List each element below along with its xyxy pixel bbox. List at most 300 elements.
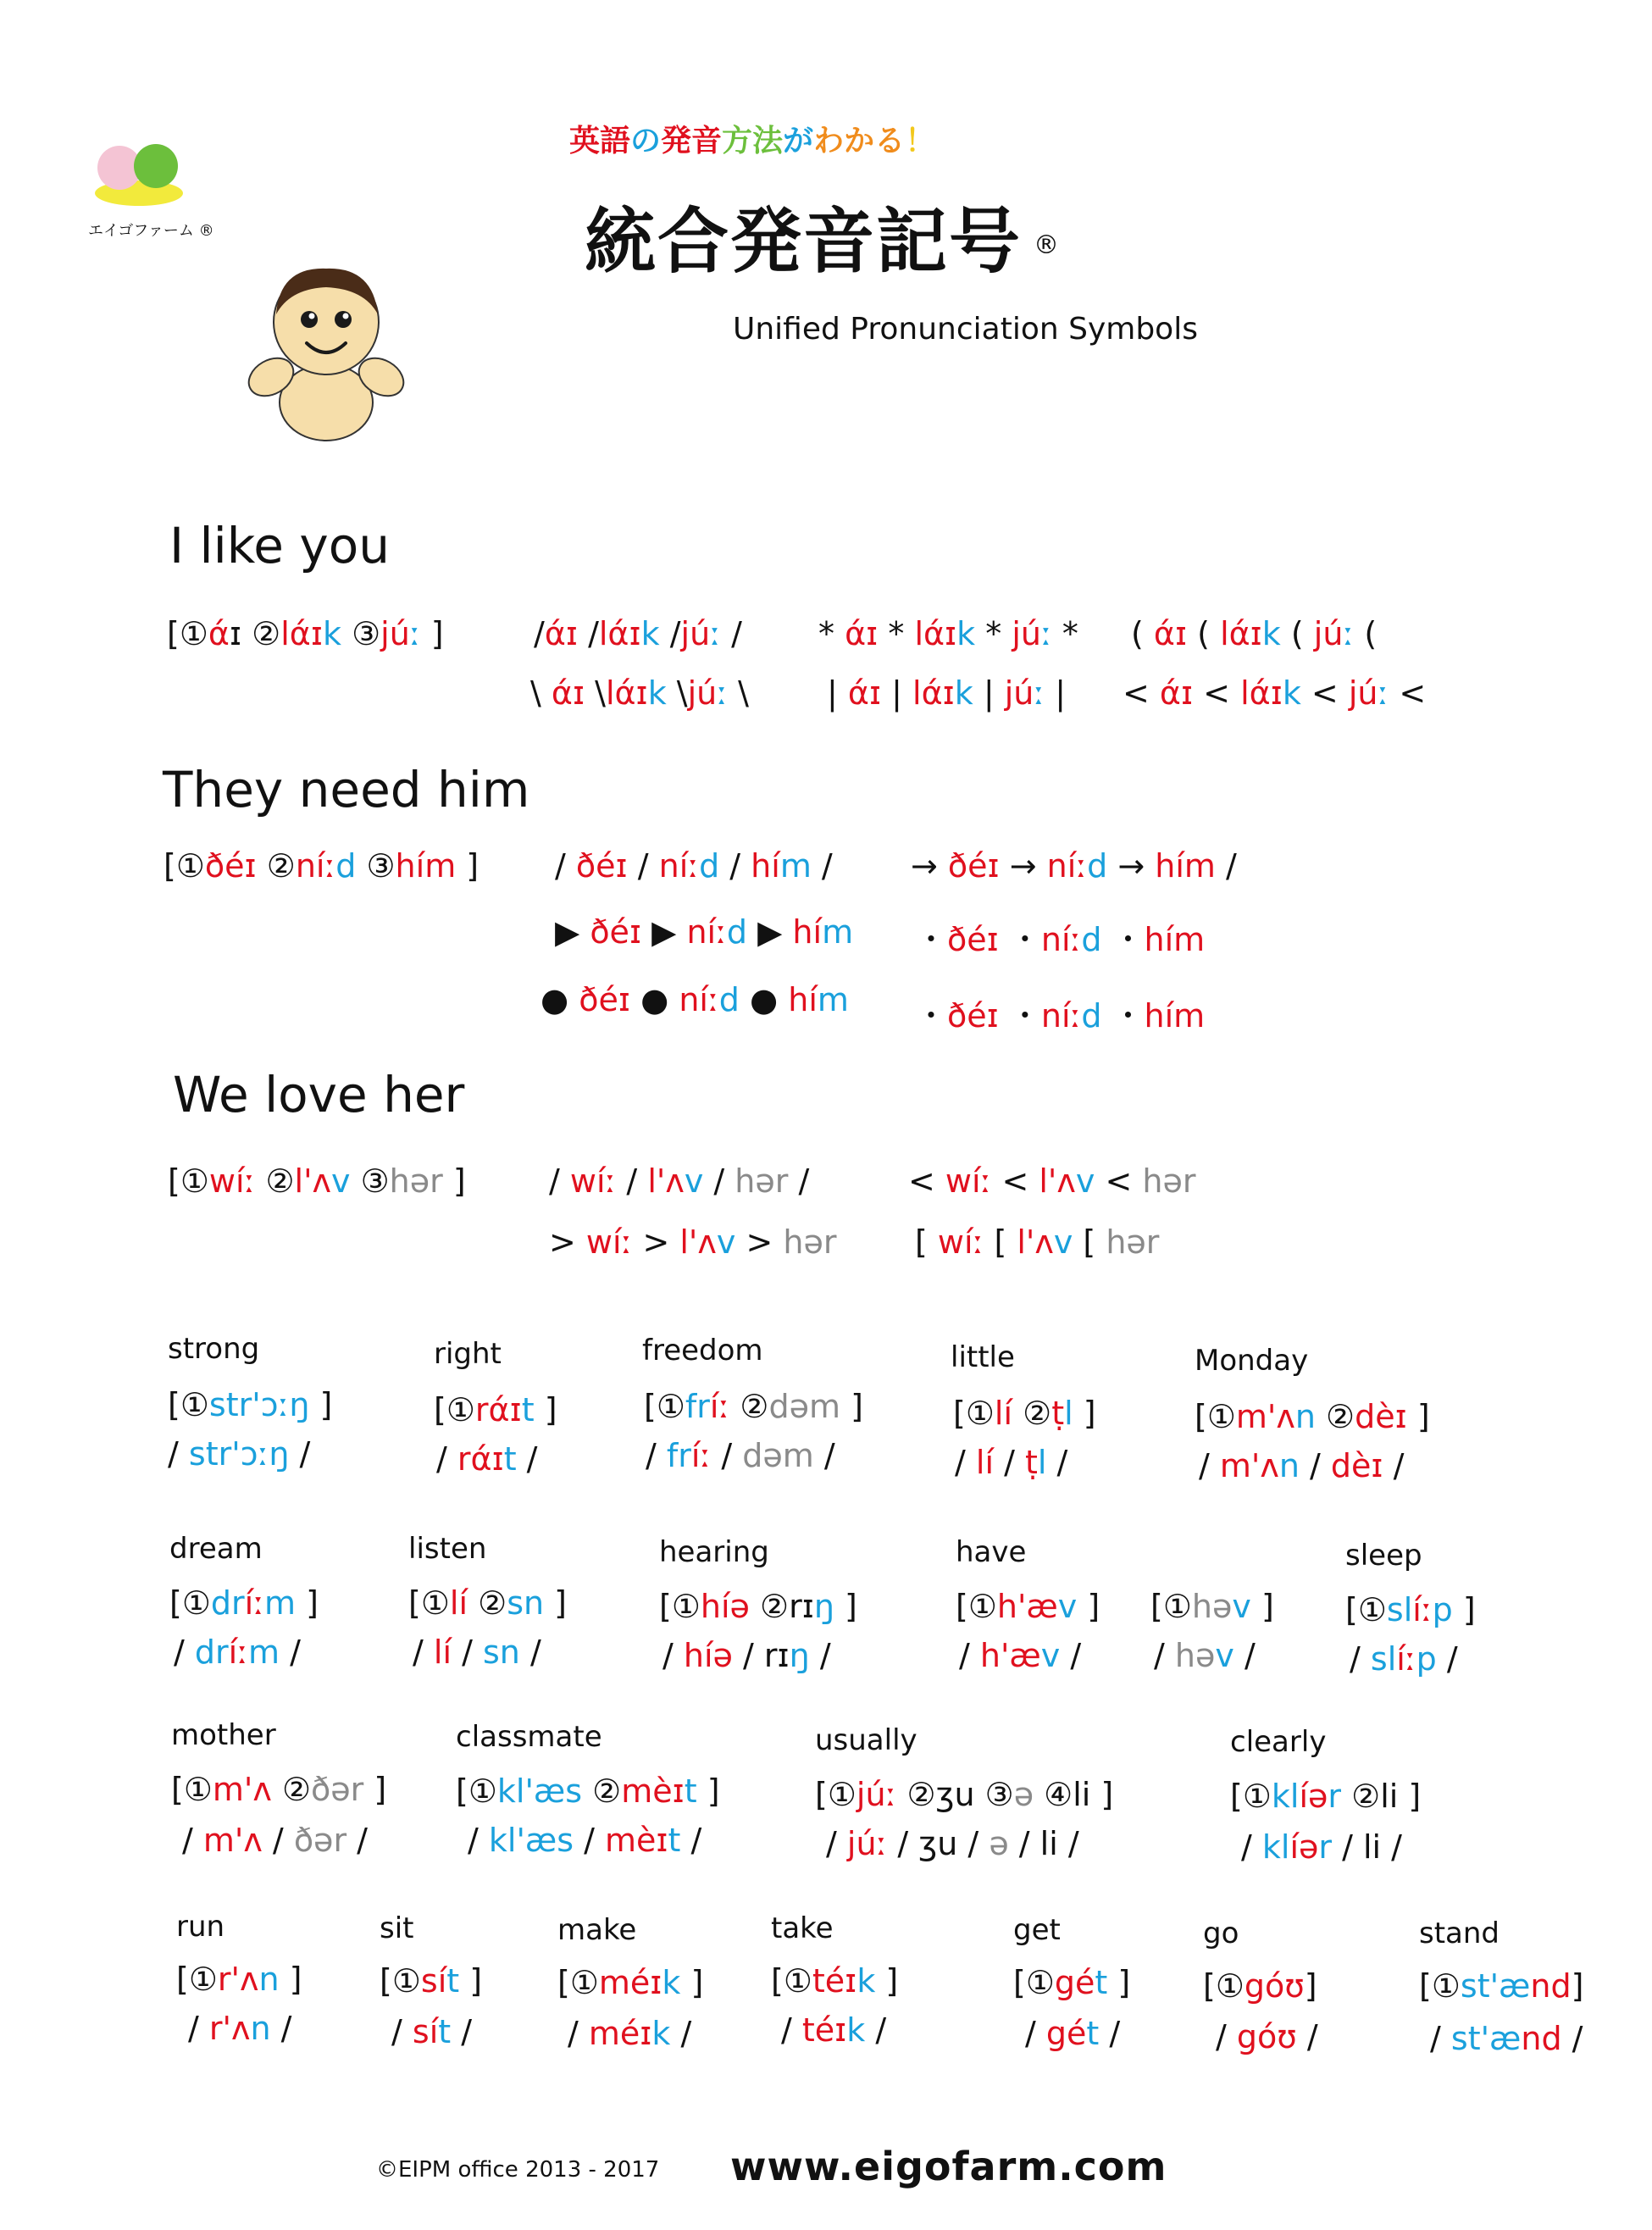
word-label: clearly <box>1230 1725 1327 1759</box>
pron-slash <box>662 1637 831 1674</box>
phonetic-segment: / <box>568 2015 589 2052</box>
phonetic-segment: / <box>574 1822 605 1859</box>
phonetic-segment: íə <box>1299 1778 1328 1815</box>
phonetic-segment: méɪ <box>588 2015 652 2052</box>
phonetic-segment: ŋ <box>789 1637 810 1674</box>
phonetic-segment: [① <box>1150 1588 1192 1625</box>
phonetic-segment: ・ <box>1101 921 1145 958</box>
phonetic-segment: mèɪ <box>604 1822 668 1859</box>
phonetic-segment: kl'æs <box>496 1772 583 1810</box>
phonetic-segment: l <box>1037 1444 1047 1481</box>
phonetic-segment: [① <box>167 615 208 652</box>
word-label: little <box>951 1340 1015 1374</box>
phonetic-segment: ðéɪ <box>947 921 999 958</box>
phonetic-segment: ② <box>1315 1398 1355 1435</box>
phonetic-segment: t <box>1086 2015 1100 2052</box>
phonetic-segment: d <box>1081 921 1102 958</box>
phonetic-segment: * <box>975 615 1012 652</box>
phonetic-segment: k <box>651 2015 671 2052</box>
phonetic-segment: k <box>1261 615 1281 652</box>
tagline-segment: わかる <box>813 124 906 158</box>
phonetic-segment: ] <box>1073 1395 1096 1432</box>
phonetic-segment: / <box>262 1822 294 1859</box>
phonetic-segment: / <box>1296 2018 1318 2055</box>
notation-line <box>555 913 853 951</box>
phonetic-segment: ③ <box>341 615 381 652</box>
phonetic-segment: ( <box>1280 615 1314 652</box>
phonetic-segment: / <box>280 1634 301 1671</box>
phonetic-segment: / <box>646 1437 667 1474</box>
phonetic-segment: fr <box>685 1388 710 1425</box>
phonetic-segment: [ <box>984 1223 1017 1261</box>
phonetic-segment: p <box>1416 1640 1437 1678</box>
phonetic-segment: níː <box>1040 997 1082 1035</box>
phonetic-segment: ・ <box>998 997 1041 1035</box>
pron-bracket <box>815 1776 1113 1813</box>
pron-slash <box>955 1444 1067 1481</box>
phonetic-segment: \ <box>585 674 606 712</box>
phonetic-segment: hər <box>735 1162 789 1200</box>
phonetic-segment: kl'æs <box>488 1822 574 1859</box>
phonetic-segment: k <box>662 1964 681 2001</box>
notation-line <box>908 1162 1195 1200</box>
pron-slash <box>188 2010 291 2047</box>
pron-bracket <box>1013 1964 1130 2001</box>
phonetic-segment: lάɪ <box>280 615 323 652</box>
phonetic-segment: [① <box>1195 1398 1236 1435</box>
phonetic-segment: dèɪ <box>1355 1398 1407 1435</box>
phonetic-segment: / <box>1561 2020 1583 2057</box>
phonetic-segment: hər <box>1106 1223 1160 1261</box>
phonetic-segment: ː <box>409 615 421 652</box>
phonetic-segment: ● <box>630 981 679 1018</box>
phonetic-segment: ] <box>279 1961 302 1998</box>
phonetic-segment: > <box>632 1223 680 1261</box>
phonetic-segment: ・ <box>915 997 948 1035</box>
pron-slash <box>1025 2015 1120 2052</box>
website-url[interactable]: www.eigofarm.com <box>730 2144 1167 2189</box>
phonetic-segment: [① <box>771 1962 812 2000</box>
phonetic-segment: hər <box>389 1162 443 1200</box>
phonetic-segment: níː <box>1046 847 1088 885</box>
phonetic-segment: dr <box>194 1634 229 1671</box>
phonetic-segment: méɪ <box>598 1964 662 2001</box>
phonetic-segment: ] <box>442 1162 466 1200</box>
phonetic-segment: k <box>640 615 660 652</box>
phonetic-segment: k <box>1282 674 1301 712</box>
phonetic-segment: / <box>1430 2020 1451 2057</box>
phonetic-segment: / <box>1216 2018 1237 2055</box>
phonetic-segment: wíː <box>585 1223 633 1261</box>
phonetic-segment: ② <box>256 847 296 885</box>
phonetic-segment: / <box>1099 2015 1121 2052</box>
phonetic-segment: dəm <box>742 1437 814 1474</box>
phonetic-segment: v <box>716 1223 736 1261</box>
phonetic-segment: [① <box>380 1962 421 2000</box>
phonetic-segment: ● <box>541 981 579 1018</box>
phonetic-segment: lάɪ <box>1240 674 1283 712</box>
phonetic-segment: / rɪ <box>732 1637 790 1674</box>
phonetic-segment: níː <box>658 847 700 885</box>
phonetic-segment: | <box>973 674 1005 712</box>
phonetic-segment: ● <box>739 981 789 1018</box>
phonetic-segment: v <box>1215 1637 1234 1674</box>
phonetic-segment: [① <box>644 1388 685 1425</box>
phonetic-segment: hə <box>1191 1588 1233 1625</box>
phonetic-segment: [① <box>659 1588 701 1625</box>
phonetic-segment: [① <box>1419 1967 1461 2005</box>
phonetic-segment: \ <box>530 674 552 712</box>
phonetic-segment: ( <box>1131 615 1154 652</box>
page-subtitle: Unified Pronunciation Symbols <box>733 312 1198 347</box>
phonetic-segment: / <box>188 2010 209 2047</box>
phonetic-segment: ] <box>363 1771 387 1808</box>
phonetic-segment: → <box>1107 847 1156 885</box>
tagline-segment: の <box>630 124 662 158</box>
phonetic-segment: ðéɪ <box>590 913 642 951</box>
phonetic-segment: t <box>446 1962 460 2000</box>
phonetic-segment: lάɪ <box>1220 615 1262 652</box>
phonetic-segment: ː <box>1041 615 1052 652</box>
phonetic-segment: l'ʌ <box>647 1162 685 1200</box>
phonetic-segment: [① <box>456 1772 497 1810</box>
pron-slash <box>174 1634 301 1671</box>
pron-bracket <box>1203 1967 1317 2005</box>
phonetic-segment: άɪ <box>544 615 578 652</box>
phonetic-segment: ② <box>255 1162 295 1200</box>
phonetic-segment: / <box>719 847 751 885</box>
pron-slash <box>1199 1447 1404 1484</box>
phonetic-segment: ː <box>1343 615 1355 652</box>
phonetic-segment: / <box>468 1822 489 1859</box>
notation-line <box>915 913 1205 960</box>
phonetic-segment: [① <box>171 1771 213 1808</box>
phonetic-segment: st'æ <box>1450 2020 1522 2057</box>
word-label: Monday <box>1195 1344 1309 1378</box>
phonetic-segment: / <box>549 1162 570 1200</box>
phonetic-segment: h'æ <box>979 1637 1041 1674</box>
phonetic-segment: < <box>1123 674 1160 712</box>
phonetic-segment: m <box>264 1584 297 1622</box>
pron-slash <box>1154 1637 1256 1674</box>
phonetic-segment: níː <box>686 913 727 951</box>
phonetic-segment: júː <box>856 1776 897 1813</box>
phonetic-segment: → <box>911 847 948 885</box>
phonetic-segment: ðéɪ <box>204 847 257 885</box>
notation-line <box>911 847 1237 885</box>
section-heading: I like you <box>169 517 390 574</box>
phonetic-segment: ・ <box>998 921 1041 958</box>
phonetic-segment: / <box>413 1634 434 1671</box>
phonetic-segment: [① <box>168 1386 209 1423</box>
phonetic-segment: ] <box>1571 1967 1584 2005</box>
pron-slash <box>646 1437 835 1474</box>
phonetic-segment: l'ʌ <box>294 1162 332 1200</box>
phonetic-segment: / <box>659 615 681 652</box>
phonetic-segment: [① <box>956 1588 997 1625</box>
pron-slash <box>468 1822 701 1859</box>
phonetic-segment: hím <box>1144 921 1206 958</box>
phonetic-segment: níː <box>1040 921 1082 958</box>
phonetic-segment: wíː <box>937 1223 984 1261</box>
phonetic-segment: d <box>1087 847 1108 885</box>
word-label: mother <box>171 1718 276 1752</box>
phonetic-segment: ðéɪ <box>947 997 999 1035</box>
phonetic-segment: m'ʌ <box>212 1771 272 1808</box>
phonetic-segment: v <box>1057 1588 1078 1625</box>
phonetic-segment: níː <box>679 981 719 1018</box>
phonetic-segment: ː <box>717 674 729 712</box>
phonetic-segment: sn <box>507 1584 545 1622</box>
phonetic-segment: / <box>452 1634 483 1671</box>
phonetic-segment: < <box>1095 1162 1143 1200</box>
phonetic-segment: v <box>684 1162 704 1200</box>
phonetic-segment: / <box>781 2011 802 2049</box>
phonetic-segment: ②li ] <box>1341 1778 1422 1815</box>
phonetic-segment: < <box>1389 674 1427 712</box>
phonetic-segment: ] <box>834 1588 857 1625</box>
pron-slash <box>1216 2018 1318 2055</box>
phonetic-segment: sn <box>482 1634 520 1671</box>
phonetic-segment: jú <box>1012 615 1042 652</box>
phonetic-segment: ④li ] <box>1034 1776 1114 1813</box>
phonetic-segment: jú <box>1348 674 1378 712</box>
phonetic-segment: / <box>289 1435 311 1473</box>
phonetic-segment: jú <box>1313 615 1344 652</box>
phonetic-segment: / <box>577 615 599 652</box>
phonetic-segment: v <box>1040 1637 1061 1674</box>
notation-line <box>915 990 1205 1036</box>
phonetic-segment: sí <box>412 2013 439 2050</box>
word-label: get <box>1013 1913 1061 1947</box>
phonetic-segment: r'ʌ <box>217 1961 259 1998</box>
phonetic-segment: / <box>703 1162 735 1200</box>
notation-line <box>549 1223 836 1261</box>
phonetic-segment: / <box>1154 1637 1175 1674</box>
phonetic-segment: ] <box>459 1962 483 2000</box>
phonetic-segment: / <box>662 1637 684 1674</box>
phonetic-segment: st'æ <box>1460 1967 1531 2005</box>
phonetic-segment: téɪ <box>812 1962 857 2000</box>
phonetic-segment: [① <box>815 1776 856 1813</box>
phonetic-segment: / <box>627 847 659 885</box>
phonetic-segment: nd <box>1521 2020 1562 2057</box>
phonetic-segment: v <box>1053 1223 1073 1261</box>
phonetic-segment: lí <box>994 1395 1013 1432</box>
phonetic-segment: / <box>182 1822 203 1859</box>
phonetic-segment: nd <box>1530 1967 1572 2005</box>
phonetic-segment: v <box>1232 1588 1251 1625</box>
pron-bracket <box>557 1964 703 2001</box>
phonetic-segment: / <box>1436 1640 1458 1678</box>
phonetic-segment: ðéɪ <box>947 847 1000 885</box>
phonetic-segment: góʊ <box>1236 2018 1297 2055</box>
pron-bracket <box>659 1588 857 1625</box>
phonetic-segment: άɪ <box>847 674 882 712</box>
phonetic-segment: l'ʌ <box>679 1223 717 1261</box>
phonetic-segment: [① <box>953 1395 995 1432</box>
phonetic-segment: ɪ ② <box>229 615 281 652</box>
phonetic-segment: mèɪ <box>621 1772 685 1810</box>
phonetic-segment: / <box>826 1825 847 1862</box>
phonetic-segment: íː <box>690 1437 712 1474</box>
word-label: freedom <box>642 1334 763 1367</box>
phonetic-segment: / <box>1046 1444 1068 1481</box>
phonetic-segment: ② <box>271 1771 312 1808</box>
phonetic-segment: l'ʌ <box>1039 1162 1076 1200</box>
pron-slash <box>1430 2020 1583 2057</box>
phonetic-segment: ▶ <box>555 913 590 951</box>
phonetic-segment: < <box>1300 674 1349 712</box>
phonetic-segment: ṭ <box>1051 1395 1065 1432</box>
phonetic-segment: / <box>711 1437 743 1474</box>
pron-bracket <box>1195 1398 1430 1435</box>
page-title: 統合発音記号 <box>585 200 1023 283</box>
phonetic-segment: m <box>822 913 854 951</box>
eigofarm-logo <box>88 127 190 212</box>
phonetic-segment: k <box>856 1962 876 2000</box>
copyright: ©EIPM office 2013 - 2017 <box>376 2157 660 2183</box>
phonetic-segment: / <box>1025 2015 1046 2052</box>
phonetic-segment: t <box>521 1391 535 1428</box>
phonetic-segment: júː <box>846 1825 888 1862</box>
notation-line <box>549 1162 809 1200</box>
phonetic-segment: / <box>959 1637 980 1674</box>
phonetic-segment: híə <box>683 1637 733 1674</box>
phonetic-segment: hər <box>1142 1162 1196 1200</box>
phonetic-segment: [① <box>408 1584 450 1622</box>
phonetic-segment: / <box>865 2011 887 2049</box>
phonetic-segment: ] <box>1250 1588 1274 1625</box>
phonetic-segment: jú <box>380 615 410 652</box>
phonetic-segment: ] <box>309 1386 333 1423</box>
phonetic-segment: ŋ <box>813 1588 834 1625</box>
phonetic-segment: [① <box>169 1584 211 1622</box>
phonetic-segment: / <box>346 1822 368 1859</box>
phonetic-segment: góʊ <box>1244 1967 1305 2005</box>
phonetic-segment: / <box>391 2013 413 2050</box>
notation-line <box>827 674 1066 712</box>
phonetic-segment: άɪ <box>1153 615 1188 652</box>
phonetic-segment: jú <box>687 674 718 712</box>
phonetic-segment: hím <box>395 847 457 885</box>
phonetic-segment: lάɪ <box>605 674 648 712</box>
phonetic-segment: n <box>1294 1398 1316 1435</box>
phonetic-segment: ③ <box>356 847 396 885</box>
word-label: take <box>771 1911 834 1945</box>
pron-bracket <box>171 1771 386 1808</box>
tagline <box>569 117 935 160</box>
phonetic-segment: / <box>1233 1637 1256 1674</box>
phonetic-segment: / <box>955 1444 976 1481</box>
phonetic-segment: / <box>436 1440 457 1478</box>
phonetic-segment: sl <box>1386 1591 1413 1628</box>
pron-bracket <box>456 1772 720 1810</box>
pron-bracket <box>1150 1588 1274 1625</box>
phonetic-segment: lάɪ <box>914 615 957 652</box>
phonetic-segment: / <box>1299 1447 1331 1484</box>
phonetic-segment: ː <box>710 615 721 652</box>
word-label: usually <box>815 1723 917 1757</box>
pron-slash <box>436 1440 537 1478</box>
phonetic-segment: ② <box>1012 1395 1052 1432</box>
phonetic-segment: m <box>248 1634 280 1671</box>
phonetic-segment: m'ʌ <box>202 1822 263 1859</box>
phonetic-segment: d <box>718 981 740 1018</box>
pron-slash <box>826 1825 1079 1862</box>
phonetic-segment: / <box>1383 1447 1405 1484</box>
phonetic-segment: rάɪ <box>457 1440 504 1478</box>
phonetic-segment: íː <box>1396 1640 1416 1678</box>
phonetic-segment: ② <box>468 1584 507 1622</box>
phonetic-segment: gé <box>1054 1964 1095 2001</box>
phonetic-segment: [① <box>434 1391 475 1428</box>
phonetic-segment: m <box>817 981 849 1018</box>
pron-bracket <box>176 1961 302 1998</box>
phonetic-segment: [① <box>1345 1591 1387 1628</box>
phonetic-segment: d <box>335 847 357 885</box>
phonetic-segment: t <box>684 1772 697 1810</box>
phonetic-segment: [① <box>168 1162 209 1200</box>
phonetic-segment: άɪ <box>1159 674 1194 712</box>
phonetic-segment: dəm <box>768 1388 840 1425</box>
phonetic-segment: ] <box>1406 1398 1430 1435</box>
phonetic-segment: ə <box>989 1825 1009 1862</box>
word-label: hearing <box>659 1535 769 1569</box>
phonetic-segment: [① <box>1203 1967 1245 2005</box>
notation-line <box>818 615 1078 652</box>
word-label: dream <box>169 1532 263 1566</box>
phonetic-segment: ② <box>582 1772 622 1810</box>
phonetic-segment: hə <box>1174 1637 1216 1674</box>
phonetic-segment: / <box>720 615 742 652</box>
phonetic-segment: wíː <box>569 1162 617 1200</box>
pron-bracket <box>408 1584 567 1622</box>
phonetic-segment: d <box>1081 997 1102 1035</box>
phonetic-segment: ː <box>1378 674 1389 712</box>
word-label: go <box>1203 1917 1239 1950</box>
tagline-segment: 英語 <box>569 124 631 158</box>
phonetic-segment: p <box>1432 1591 1453 1628</box>
phonetic-segment: ] <box>1452 1591 1476 1628</box>
phonetic-segment: h'æ <box>996 1588 1058 1625</box>
phonetic-segment: r <box>1318 1828 1333 1866</box>
pron-bracket <box>771 1962 898 2000</box>
phonetic-segment: > <box>735 1223 784 1261</box>
pron-bracket <box>1419 1967 1583 2005</box>
phonetic-segment: / <box>168 1435 189 1473</box>
pron-slash <box>959 1637 1081 1674</box>
pron-bracket <box>169 1584 319 1622</box>
phonetic-segment: / <box>680 1822 702 1859</box>
phonetic-segment: άɪ <box>845 615 879 652</box>
phonetic-segment: hər <box>783 1223 837 1261</box>
phonetic-segment: m <box>779 847 812 885</box>
phonetic-segment: hím <box>1144 997 1206 1035</box>
word-label: classmate <box>456 1720 602 1754</box>
phonetic-segment: téɪ <box>801 2011 847 2049</box>
phonetic-segment: str'ɔːŋ <box>188 1435 290 1473</box>
phonetic-segment: / li / <box>1008 1825 1079 1862</box>
phonetic-segment: k <box>647 674 667 712</box>
phonetic-segment: / <box>1060 1637 1082 1674</box>
phonetic-segment: hí <box>751 847 780 885</box>
phonetic-segment: / <box>519 1634 541 1671</box>
phonetic-segment: | <box>1045 674 1067 712</box>
phonetic-segment: / li / <box>1332 1828 1402 1866</box>
pron-slash <box>391 2013 472 2050</box>
phonetic-segment: / <box>174 1634 195 1671</box>
